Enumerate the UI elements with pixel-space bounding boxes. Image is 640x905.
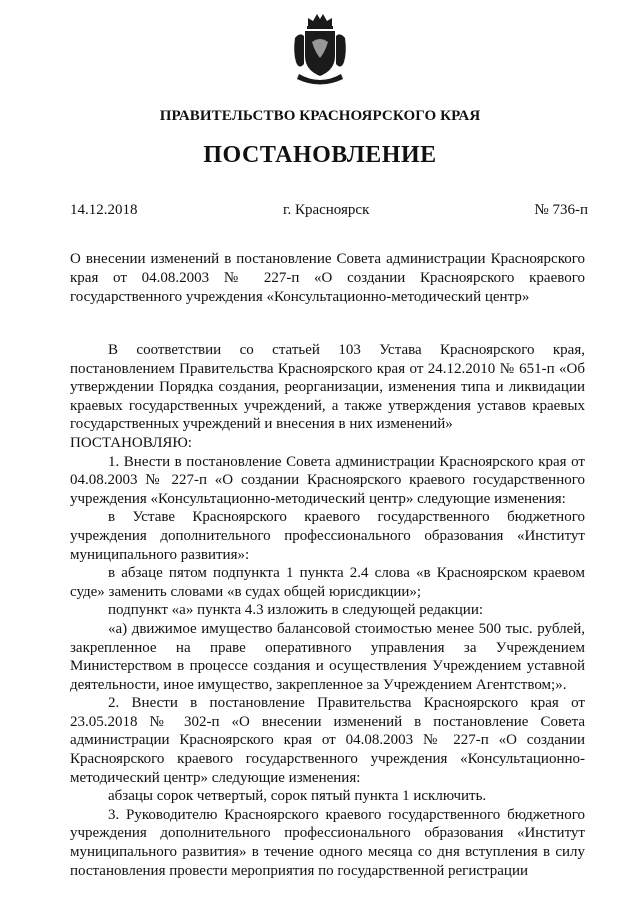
paragraph: абзацы сорок четвертый, сорок пятый пункта 1 исключить.	[108, 788, 487, 805]
document-date: 14.12.2018	[70, 202, 138, 218]
paragraph: в абзаце пятом подпункта 1 пункта 2.4 слова «в Красноярском краевом суде» заменить словами «в судах общей юрисдикции»;	[70, 565, 585, 600]
document-type-title: ПОСТАНОВЛЕНИЕ	[203, 142, 437, 168]
government-title: ПРАВИТЕЛЬСТВО КРАСНОЯРСКОГО КРАЯ	[159, 108, 481, 124]
paragraph: 3. Руководителю Красноярского краевого государственного бюджетного учреждения дополнительного профессионального образования «Институт муниципального развития» в течение одного месяца со дня вступления в силу постановления провести мероприятия по государственной регистрации	[70, 806, 585, 879]
document-city: г. Красноярск	[283, 202, 370, 218]
paragraph: подпункт «а» пункта 4.3 изложить в следующей редакции:	[108, 602, 484, 619]
resolution-word: ПОСТАНОВЛЯЮ:	[70, 434, 192, 451]
paragraph: 2. Внести в постановление Правительства Красноярского края от 23.05.2018 № 302-п «О внесении изменений в постановление Совета администрации Красноярского края от 04.08.2003 № 227-п «О создании Красноярского краевого государственного учреждения «Консультационно-методический центр» следующие изменения:	[70, 695, 585, 786]
document-body	[70, 341, 585, 880]
krasnoyarsk-coat-of-arms-icon	[291, 12, 349, 88]
paragraph: в Уставе Красноярского краевого государственного бюджетного учреждения дополнительного профессионального образования «Институт муниципального развития»:	[70, 509, 585, 563]
paragraph: В соответствии со статьей 103 Устава Красноярского края, постановлением Правительства Красноярского края от 24.12.2010 № 651-п «Об утверждении Порядка создания, реорганизации, изменения типа и ликвидации краевых государственных учреждений, а также утверждения уставов краевых государственных учреждений и внесения в них изменений»	[70, 342, 585, 433]
paragraph: «а) движимое имущество балансовой стоимостью менее 500 тыс. рублей, закрепленное на праве оперативного управления за Учреждением Министерством в процессе создания и осуществления Учреждением уставной деятельности, иное имущество, закрепленное за Учреждением Агентством;».	[70, 620, 585, 693]
document-number: № 736-п	[534, 202, 588, 218]
document-subject: О внесении изменений в постановление Совета администрации Красноярского края от 04.08.2003 № 227-п «О создании Красноярского краевого государственного учреждения «Консультационно-методический центр»	[70, 251, 585, 305]
paragraph: 1. Внести в постановление Совета администрации Красноярского края от 04.08.2003 № 227-п «О создании Красноярского краевого государственного учреждения «Консультационно-методический центр» следующие изменения:	[70, 453, 585, 507]
